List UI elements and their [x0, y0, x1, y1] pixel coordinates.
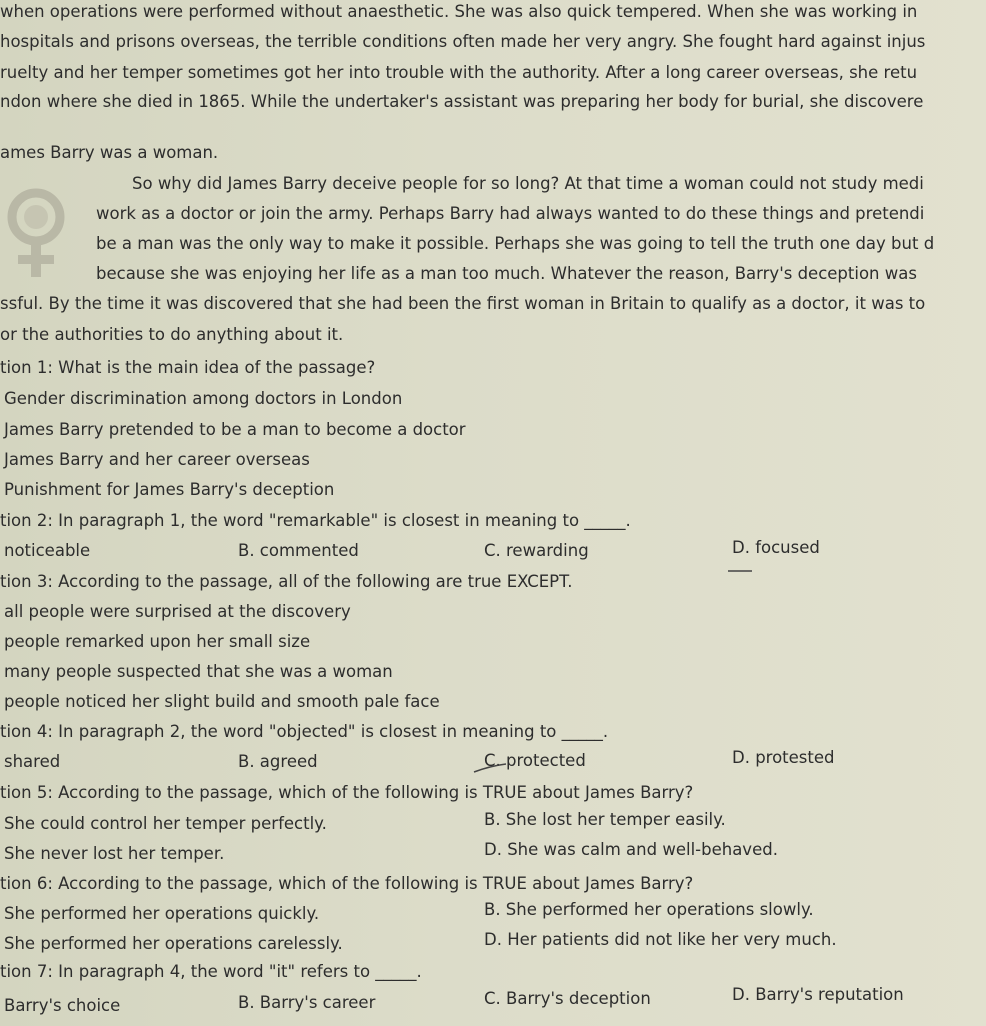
question-1-option-b[interactable]: James Barry pretended to be a man to become a doctor — [4, 420, 466, 439]
question-5-option-a[interactable]: She could control her temper perfectly. — [4, 814, 327, 833]
question-5-option-b[interactable]: B. She lost her temper easily. — [484, 810, 726, 829]
question-7-option-c[interactable]: C. Barry's deception — [484, 989, 651, 1008]
question-3-stem: tion 3: According to the passage, all of the following are true EXCEPT. — [0, 572, 573, 591]
question-2-option-a[interactable]: noticeable — [4, 541, 91, 560]
question-2-option-d[interactable]: D. focused — [732, 538, 820, 557]
question-6-option-b[interactable]: B. She performed her operations slowly. — [484, 900, 814, 919]
question-6-stem: tion 6: According to the passage, which of the following is TRUE about James Barry? — [0, 874, 694, 893]
question-4-option-d[interactable]: D. protested — [732, 748, 835, 767]
female-symbol-icon — [0, 185, 70, 285]
passage-line: ndon where she died in 1865. While the undertaker's assistant was preparing her body for burial, she discovere — [0, 92, 924, 111]
question-4-stem: tion 4: In paragraph 2, the word "objected" is closest in meaning to _____. — [0, 722, 609, 741]
passage-line: ssful. By the time it was discovered that she had been the first woman in Britain to qualify as a doctor, it was to — [0, 294, 926, 313]
passage-line: hospitals and prisons overseas, the terrible conditions often made her very angry. She fought hard against injus — [0, 32, 926, 51]
question-7-option-d[interactable]: D. Barry's reputation — [732, 985, 904, 1004]
question-6-option-d[interactable]: D. Her patients did not like her very much. — [484, 930, 837, 949]
passage-line: ames Barry was a woman. — [0, 143, 219, 162]
question-3-option-c[interactable]: many people suspected that she was a woman — [4, 662, 393, 681]
question-1-stem: tion 1: What is the main idea of the passage? — [0, 358, 376, 377]
passage-line: or the authorities to do anything about it. — [0, 325, 344, 344]
question-7-option-b[interactable]: B. Barry's career — [238, 993, 376, 1012]
question-1-option-d[interactable]: Punishment for James Barry's deception — [4, 480, 335, 499]
passage-line: So why did James Barry deceive people for so long? At that time a woman could not study medi — [132, 174, 924, 193]
question-4-option-b[interactable]: B. agreed — [238, 752, 318, 771]
passage-line: ruelty and her temper sometimes got her into trouble with the authority. After a long career overseas, she retu — [0, 63, 918, 82]
question-5-option-d[interactable]: D. She was calm and well-behaved. — [484, 840, 778, 859]
question-4-option-a[interactable]: shared — [4, 752, 61, 771]
question-3-option-a[interactable]: all people were surprised at the discovery — [4, 602, 351, 621]
question-5-option-c[interactable]: She never lost her temper. — [4, 844, 225, 863]
passage-line: work as a doctor or join the army. Perhaps Barry had always wanted to do these things and pretendi — [96, 204, 925, 223]
question-2-option-c[interactable]: C. rewarding — [484, 541, 589, 560]
question-3-option-b[interactable]: people remarked upon her small size — [4, 632, 311, 651]
passage-line: be a man was the only way to make it possible. Perhaps she was going to tell the truth one day but d — [96, 234, 935, 253]
question-1-option-a[interactable]: Gender discrimination among doctors in London — [4, 389, 403, 408]
question-7-option-a[interactable]: Barry's choice — [4, 996, 121, 1015]
question-7-stem: tion 7: In paragraph 4, the word "it" refers to _____. — [0, 962, 422, 981]
question-5-stem: tion 5: According to the passage, which of the following is TRUE about James Barry? — [0, 783, 694, 802]
question-6-option-a[interactable]: She performed her operations quickly. — [4, 904, 320, 923]
question-2-stem: tion 2: In paragraph 1, the word "remarkable" is closest in meaning to _____. — [0, 511, 631, 530]
question-6-option-c[interactable]: She performed her operations carelessly. — [4, 934, 343, 953]
question-4-option-c[interactable]: C. protected — [484, 751, 586, 770]
passage-line: when operations were performed without anaesthetic. She was also quick tempered. When she was working in — [0, 2, 918, 21]
passage-line: because she was enjoying her life as a man too much. Whatever the reason, Barry's deception was — [96, 264, 917, 283]
question-2-option-b[interactable]: B. commented — [238, 541, 359, 560]
question-1-option-c[interactable]: James Barry and her career overseas — [4, 450, 310, 469]
question-3-option-d[interactable]: people noticed her slight build and smooth pale face — [4, 692, 440, 711]
